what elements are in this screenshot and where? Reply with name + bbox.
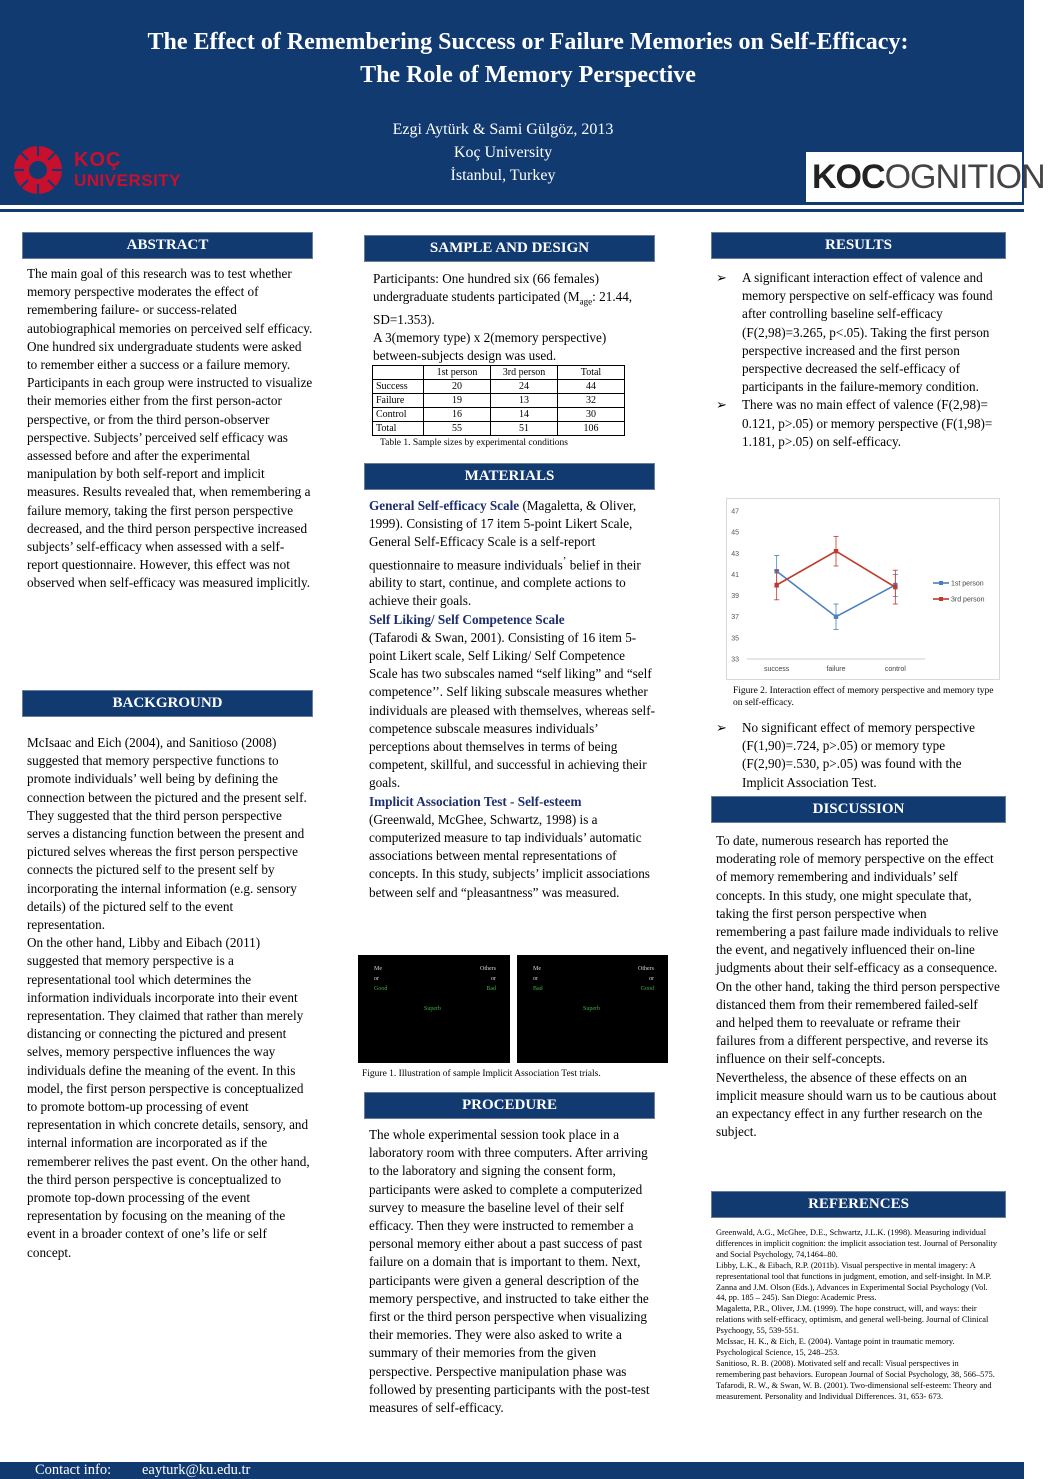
- table-row: Control 16 14 30: [373, 408, 625, 422]
- sample-design-section: [373, 270, 655, 366]
- results-bullet-2: ➢ There was no main effect of valence (F(2,98)= 0.121, p>.05) or memory perspective (F(1,98)= 1.181, p>.05) on self-efficacy.: [716, 397, 993, 449]
- procedure-text: The whole experimental session took place in a laboratory room with three computers. After arriving to the laboratory and signing the consent form, participants were asked to complete a computerized survey to measure the baseline level of their self efficacy. Then they were instructed to remember a personal memory either about a past success of past failure on a domain that is important to them. Next, participants were given a general description of the memory perspective, and instructed to take either the first or the third person perspective when visualizing their memories. They were also asked to write a summary of their memories from the given perspective. Perspective manipulation phase was followed by presenting participants with the post-test measures of self-efficacy.: [369, 1127, 650, 1416]
- y-tick-label: 43: [731, 550, 739, 558]
- figure-1-caption: Figure 1. Illustration of sample Implicit Association Test trials.: [362, 1069, 601, 1079]
- table-caption: Table 1. Sample sizes by experimental conditions: [380, 438, 568, 448]
- reference-item: Tafarodi, R. W., & Swan, W. B. (2001). Two-dimensional self-esteem: Theory and measurement. Personality and Individual Differences. 31, 653- 673.: [716, 1380, 992, 1401]
- x-tick-label: control: [884, 666, 906, 673]
- y-tick-label: 45: [731, 529, 739, 537]
- discussion-heading: DISCUSSION: [711, 796, 1006, 823]
- y-tick-label: 37: [731, 614, 739, 622]
- general-self-efficacy-title: General Self-efficacy Scale: [369, 498, 520, 513]
- background-heading: BACKGROUND: [22, 690, 313, 717]
- title-line-2: The Role of Memory Perspective: [360, 62, 696, 88]
- self-liking-title: Self Liking/ Self Competence Scale: [369, 611, 565, 627]
- materials-section: [369, 497, 656, 902]
- poster-title: [0, 26, 1056, 92]
- results-bullet-3: ➢ No significant effect of memory perspective (F(1,90)=.724, p>.05) or memory type (F(2,90)=.530, p>.05) was found with the Implicit Association Test.: [716, 720, 976, 790]
- data-point: [893, 585, 897, 589]
- table-header-row: 1st person 3rd person Total: [373, 366, 625, 380]
- sample-size-table: [372, 365, 625, 436]
- koc-university-emblem-icon: [8, 144, 68, 196]
- results-bullet-1: ➢ A significant interaction effect of valence and memory perspective on self-efficacy was found after controlling baseline self-efficacy (F(2,98)=3.265, p<.05). Taking the first person perspective increased and the first person perspective decreased the self-efficacy of participants in the failure-memory condition.: [716, 270, 993, 395]
- design-text: A 3(memory type) x 2(memory perspective) between-subjects design was used.: [373, 330, 607, 364]
- iat-trial-screen-2: Me or Bad Others or Good Superb: [517, 955, 668, 1063]
- abstract-section: [27, 265, 313, 593]
- y-tick-label: 47: [731, 508, 739, 516]
- reference-item: Magaletta, P.R., Oliver, J.M. (1999). The hope construct, will, and ways: their relations with self-efficacy, optimism, and general well-being. Journal of Clinical Psychoogy, 55, 539-551.: [716, 1304, 989, 1336]
- iat-title: Implicit Association Test - Self-esteem: [369, 793, 582, 809]
- logo-text-university: UNIVERSITY: [74, 171, 182, 190]
- kocognition-logo: [806, 152, 1045, 202]
- background-section: [27, 734, 313, 1262]
- legend-label: 3rd person: [951, 596, 985, 604]
- self-liking-text: (Tafarodi & Swan, 2001). Consisting of 16 item 5-point Likert scale, Self Liking/ Self Competence Scale has two subscales named “self liking” and “self competence’’. Self liking subscale measures whether individuals are pleased with themselves, whereas self-competence subscale measures individuals’ perceptions about themselves in terms of being competent, skillful, and successful in achieving their goals.: [369, 629, 656, 791]
- sample-size-table-wrap: [372, 365, 625, 449]
- results-heading: RESULTS: [711, 232, 1006, 259]
- arrowhead-bullet-icon: ➢: [716, 397, 728, 413]
- results-section: [711, 269, 999, 451]
- contact-email[interactable]: eayturk@ku.edu.tr: [142, 1462, 251, 1478]
- references-heading: REFERENCES: [711, 1191, 1006, 1218]
- table-row: Failure 19 13 32: [373, 394, 625, 408]
- legend-label: 1st person: [951, 580, 984, 588]
- participants-text: Participants: One hundred six (66 females) undergraduate students participated ($M_{age}$: 21.44, SD=1.353).: [373, 271, 633, 328]
- data-point: [834, 615, 838, 619]
- background-paragraph-2: On the other hand, Libby and Eibach (2011) suggested that memory perspective is a representational tool which determines the information individuals incorporate into their event representation. They claimed that rather than merely distancing or connecting the pictured and present selves, memory perspective influences the way individuals define the meaning of the event. In this model, the first person perspective is conceptualized to promote bottom-up processing of event representation in which concrete details, sensory, and internal information are incorporated as if the rememberer relives the past event. On the other hand, the third person perspective is conceptualized to promote top-down processing of the event representation by focusing on the meaning of the event in a broader context of one’s life or self concept.: [27, 935, 310, 1260]
- university: Koç University: [453, 144, 553, 161]
- results-section-2: [711, 719, 999, 792]
- discussion-paragraph-3: Nevertheless, the absence of these effects on an implicit measure should warn us to be cautious about an expectancy effect in any further research on the subject.: [716, 1069, 997, 1140]
- reference-item: Libby, L.K., & Eibach, R.P. (2011b). Visual perspective in mental imagery: A representational tool that functions in judgment, emotion, and self-insight. In M.P. Zanna and J.M. Olson (Eds.), Advances in Experimental Social Psychology (Vol. 44, pp. 185 – 245). San Diego: Academic Press.: [716, 1260, 992, 1303]
- x-tick-label: success: [764, 666, 790, 673]
- y-tick-label: 39: [731, 593, 739, 601]
- poster-header: [0, 0, 1045, 205]
- iat-trial-screen-1: Me or Good Others or Bad Superb: [358, 955, 510, 1063]
- table-row: Total 55 51 106: [373, 422, 625, 436]
- title-line-1: The Effect of Remembering Success or Failure Memories on Self-Efficacy:: [147, 29, 909, 55]
- arrowhead-bullet-icon: ➢: [716, 720, 728, 735]
- x-tick-label: failure: [826, 666, 846, 673]
- arrowhead-bullet-icon: ➢: [716, 270, 728, 285]
- reference-item: Greenwald, A.G., McGhee, D.E., Schwartz, J.L.K. (1998). Measuring individual differences in implicit cognition: the implicit association test. Journal of Personality and Social Psychology, 74,1464–80.: [716, 1228, 998, 1259]
- reference-item: Sanitioso, R. B. (2008). Motivated self and recall: Visual perspectives in remembering past behaviors. European Journal of Social Psychology, 38, 566–575.: [716, 1358, 995, 1379]
- discussion-paragraph-2: On the other hand, taking the third person perspective distanced them from their remembered failed-self and helped them to reevaluate or reframe their failures from a different perspective, and reverse its influence on their self-concepts.: [716, 978, 1000, 1067]
- references-section: [716, 1228, 998, 1403]
- legend-marker: [939, 597, 943, 601]
- figure-2-caption: Figure 2. Interaction effect of memory perspective and memory type on self-efficacy.: [733, 686, 994, 708]
- location: İstanbul, Turkey: [450, 167, 556, 184]
- data-point: [834, 549, 838, 553]
- interaction-chart: [726, 498, 1000, 680]
- materials-heading: MATERIALS: [364, 463, 655, 490]
- legend-marker: [939, 581, 943, 585]
- reference-item: McIssac, H. K., & Eich, E. (2004). Vantage point in traumatic memory. Psychological Science, 15, 248–253.: [716, 1337, 955, 1357]
- logo-text-ognition: OGNITION: [884, 158, 1045, 196]
- iat-text: (Greenwald, McGhee, Schwartz, 1998) is a computerized measure to tap individuals’ automatic associations between mental representations of concepts. In this study, subjects’ implicit associations between self and “pleasantness” was measured.: [369, 811, 650, 900]
- y-tick-label: 41: [731, 571, 739, 579]
- abstract-text: The main goal of this research was to test whether memory perspective moderates the effect of remembering failure- or success-related autobiographical memories on perceived self efficacy. One hundred six undergraduate students were asked to remember either a success or a failure memory. Participants in each group were instructed to visualize their memories either from the first person-actor perspective, or from the third person-observer perspective. Subjects’ perceived self efficacy was assessed before and after the experimental manipulation by both self-report and implicit measures. Results revealed that, when remembering a failure memory, taking the first person perspective decreased, and the third person perspective increased subjects’ self-efficacy when assessed with a self-report questionnaire. However, this effect was not observed when self-efficacy was measured implicitly.: [27, 266, 313, 591]
- table-row: Success 20 24 44: [373, 380, 625, 394]
- header-rule: [0, 209, 1024, 212]
- y-tick-label: 35: [731, 635, 739, 643]
- contact-label: Contact info:: [35, 1462, 112, 1478]
- discussion-section: [716, 832, 1000, 1141]
- sample-design-heading: SAMPLE AND DESIGN: [364, 235, 655, 262]
- procedure-section: [369, 1126, 655, 1417]
- data-point: [774, 583, 778, 587]
- y-tick-label: 33: [731, 656, 739, 664]
- koc-university-logo: [8, 144, 208, 196]
- logo-text-koc: KOÇ: [74, 149, 122, 171]
- discussion-paragraph-1: To date, numerous research has reported the moderating role of memory perspective on the effect of memory remembering and individuals’ self concepts. In this study, one might speculate that, taking the first person perspective when remembering a past failure made individuals to relive the event, and negatively influenced their on-line judgments about their self-efficacy as a consequence.: [716, 833, 999, 976]
- abstract-heading: ABSTRACT: [22, 232, 313, 259]
- interaction-chart-svg: [727, 499, 999, 679]
- logo-text-koc-bold: KOC: [812, 158, 885, 196]
- background-paragraph-1: McIsaac and Eich (2004), and Sanitioso (2008) suggested that memory perspective functions to promote individuals’ well being by defining the connection between the pictured and the present self. They suggested that the third person perspective serves a distancing function between the present and pictured selves whereas the first person perspective connects the pictured self to the present self by incorporating the internal information (e.g. sensory details) of the pictured self to the event representation.: [27, 735, 307, 933]
- general-self-efficacy-text: General Self-efficacy Scale (Magaletta, & Oliver, 1999). Consisting of 17 item 5-point Likert Scale, General Self-Efficacy Scale is a self-report questionnaire to measure individuals’ belief in their ability to start, continue, and complete actions to achieve their goals.: [369, 498, 641, 609]
- authors: Ezgi Aytürk & Sami Gülgöz, 2013: [392, 121, 614, 138]
- procedure-heading: PROCEDURE: [364, 1092, 655, 1119]
- contact-footer: [0, 1462, 1024, 1479]
